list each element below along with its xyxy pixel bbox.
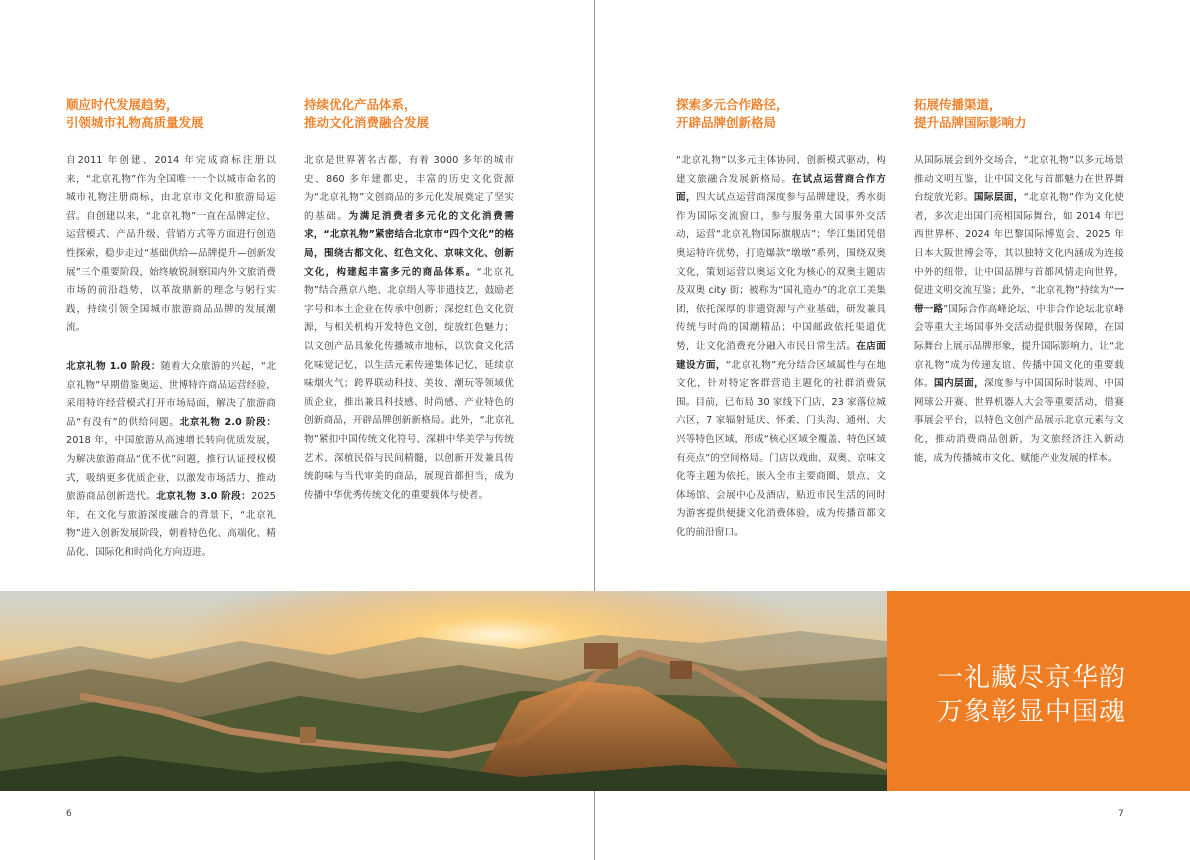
- heading-line-2: 提升品牌国际影响力: [914, 115, 1027, 130]
- heading-line-2: 开辟品牌创新格局: [676, 115, 777, 130]
- bold-text-run: 北京礼物 1.0 阶段：: [66, 360, 161, 372]
- great-wall-sunset-photo: [0, 591, 887, 791]
- text-run: 深度参与中国国际时装周、中国网球公开赛、世界机器人大会等重要活动，借赛事展会平台，以特色文创产品展示北京元素与文化，推动消费商品创新，为文旅经济注入新动能，成为传播城市文化、赋能产业发展的样本。: [914, 378, 1124, 464]
- slogan-band: [887, 591, 1190, 791]
- bold-text-run: 国内层面，: [934, 378, 985, 390]
- column-heading: [304, 96, 514, 132]
- column-heading: [914, 96, 1124, 132]
- bold-text-run: 在店面建设方面，: [676, 340, 886, 371]
- body-paragraph: [66, 358, 276, 563]
- column-body: [304, 152, 514, 505]
- column-international-influence: [914, 96, 1124, 488]
- text-run: 随着大众旅游的兴起，“北京礼物”早期借鉴奥运、世博特许商品运营经验，采用特许经营模式打开市场局面，解决了旅游商品“有没有”的供给问题。: [66, 360, 277, 428]
- bold-text-run: 国际层面，: [973, 192, 1024, 204]
- body-paragraph: [304, 152, 514, 505]
- slogan: [937, 661, 1126, 729]
- text-run: 2025 年，在文化与旅游深度融合的背景下，“北京礼物”进入创新发展阶段，朝着特色化、高端化、精品化、国际化和时尚化方向迈进。: [66, 491, 277, 558]
- text-run: “北京礼物”充分结合区域属性与在地文化，针对特定客群营造主题化的社群消费氛围。目前，已布局 30 家线下门店，23 家落位城六区，7 家辐射延庆、怀柔、门头沟、通州、大兴等特色区域，形成“核心区域全覆盖、特色区域有亮点”的空间格局。门店以戏曲、双奥、京味文化等主题为依托，嵌入全市主要商圈、景点、文体场馆、会展中心及酒店，贴近市民生活的同时为游客提供便捷文化消费体验，成为传播首都文化的前沿窗口。: [676, 359, 887, 538]
- slogan-line-1: 一礼藏尽京华韵: [937, 663, 1127, 693]
- text-run: ”国际合作高峰论坛、中非合作论坛北京峰会等重大主场国事外交活动提供服务保障，在国际舞台上展示品牌形象，提升国际影响力，让“北京礼物”成为传递友谊、传播中国文化的重要载体。: [914, 303, 1124, 390]
- great-wall-illustration: [0, 591, 887, 791]
- column-city-gift-trend: [66, 96, 276, 582]
- column-body: [66, 152, 276, 562]
- text-run: “北京礼物”结合燕京八绝、北京绢人等非遗技艺，鼓励老字号和本土企业在传承中创新；深挖红色文化资源，与相关机构开发特色文创，绽放红色魅力；以文创产品具象化传播城市地标，以饮食文化活化味觉记忆，以生活元素传递集体记忆，延续京味烟火气；跨界联动科技、美妆、潮玩等领域优质企业，推出兼具科技感、时尚感、产业特色的创新商品，开辟品牌创新新格局。此外，“北京礼物”紧扣中国传统文化符号、深耕中华美学与传统艺术、深植民俗与民间精髓，以创新开发兼具传统韵味与当代审美的商品，展现首都担当，成为传播中华优秀传统文化的重要载体与使者。: [304, 266, 514, 501]
- text-run: 北京是世界著名古都，有着 3000 多年的城市史、860 多年建都史，丰富的历史文化资源为“北京礼物”文创商品的多元化发展奠定了坚实的基础。: [304, 155, 514, 222]
- bold-text-run: 为满足消费者多元化的文化消费需求，“北京礼物”紧密结合北京市“四个文化”的格局，围绕古都文化、红色文化、京味文化、创新文化，构建起丰富多元的商品体系。: [304, 210, 514, 278]
- bold-text-run: 北京礼物 3.0 阶段：: [156, 491, 252, 503]
- column-product-system: [304, 96, 514, 525]
- body-paragraph: [676, 152, 886, 542]
- bold-text-run: 北京礼物 2.0 阶段：: [179, 416, 277, 428]
- text-run: “北京礼物”作为文化使者，多次走出国门亮相国际舞台，如 2014 年巴西世界杯、2024 年巴黎国际博览会、2025 年日本大阪世博会等，其以独特文化内涵成为连接中外的纽带，让中国品牌与首都风情走向世界，促进文明交流互鉴；此外，“北京礼物”持续为“: [914, 192, 1124, 297]
- page-number-right: 7: [1118, 809, 1124, 819]
- body-paragraph: [914, 152, 1124, 468]
- heading-line-1: 持续优化产品体系，: [304, 97, 417, 112]
- text-run: 从国际展会到外交场合，“北京礼物”以多元场景推动文明互鉴，让中国文化与首都魅力在世界舞台绽放光彩。: [914, 155, 1124, 204]
- column-cooperation-paths: [676, 96, 886, 562]
- column-body: [676, 152, 886, 542]
- text-run: 四大试点运营商深度参与品牌建设，秀水街作为国际交流窗口，参与服务重大国事外交活动，运营“北京礼物国际旗舰店”；华江集团凭借奥运特许优势，打造爆款“墩墩”系列，围绕双奥文化，策划运营以奥运文化为核心的双奥主题店及双奥 city 街；被称为“国礼造办”的北京工美集团，依托深厚的非遗资源与产业基础，研发兼具传统与时尚的国潮精品；中国邮政依托渠道优势，让文化消费充分融入市民日常生活。: [676, 192, 886, 352]
- heading-line-2: 引领城市礼物高质量发展: [66, 115, 204, 130]
- page-number-left: 6: [66, 809, 72, 819]
- heading-line-1: 拓展传播渠道，: [914, 97, 1002, 112]
- column-heading: [676, 96, 886, 132]
- column-heading: [66, 96, 276, 132]
- text-run: 自2011 年创建、2014 年完成商标注册以来，“北京礼物”作为全国唯一一个以城市命名的城市礼物注册商标，由北京市文化和旅游局运营。自创建以来，“北京礼物”一直在品牌定位、运营模式、产品升级、营销方式等方面进行创造性探索，稳步走过“基础供给—品牌提升—创新发展”三个重要阶段，始终敏锐洞察国内外文旅消费市场的前沿趋势，以革故鼎新的理念与躬行实践，持续引领全国城市旅游商品品牌的发展潮流。: [66, 155, 276, 334]
- watchtower-right: [670, 661, 692, 679]
- bold-text-run: 在试点运营商合作方面，: [676, 173, 886, 204]
- bold-text-run: 一带一路: [914, 285, 1124, 315]
- text-run: 2018 年，中国旅游从高速增长转向优质发展，为解决旅游商品“优不优”问题，推行认证授权模式，吸纳更多优质企业，以激发市场活力、推动旅游商品创新迭代。: [66, 435, 276, 503]
- column-body: [914, 152, 1124, 468]
- heading-line-2: 推动文化消费融合发展: [304, 115, 430, 130]
- slogan-line-2: 万象彰显中国魂: [937, 697, 1127, 727]
- watchtower-small: [300, 727, 316, 743]
- body-paragraph: [66, 152, 276, 338]
- heading-line-1: 探索多元合作路径，: [676, 97, 789, 112]
- watchtower-main: [584, 643, 618, 669]
- heading-line-1: 顺应时代发展趋势，: [66, 97, 179, 112]
- text-run: “北京礼物”以多元主体协同、创新模式驱动，构建文旅融合发展新格局。: [676, 155, 886, 185]
